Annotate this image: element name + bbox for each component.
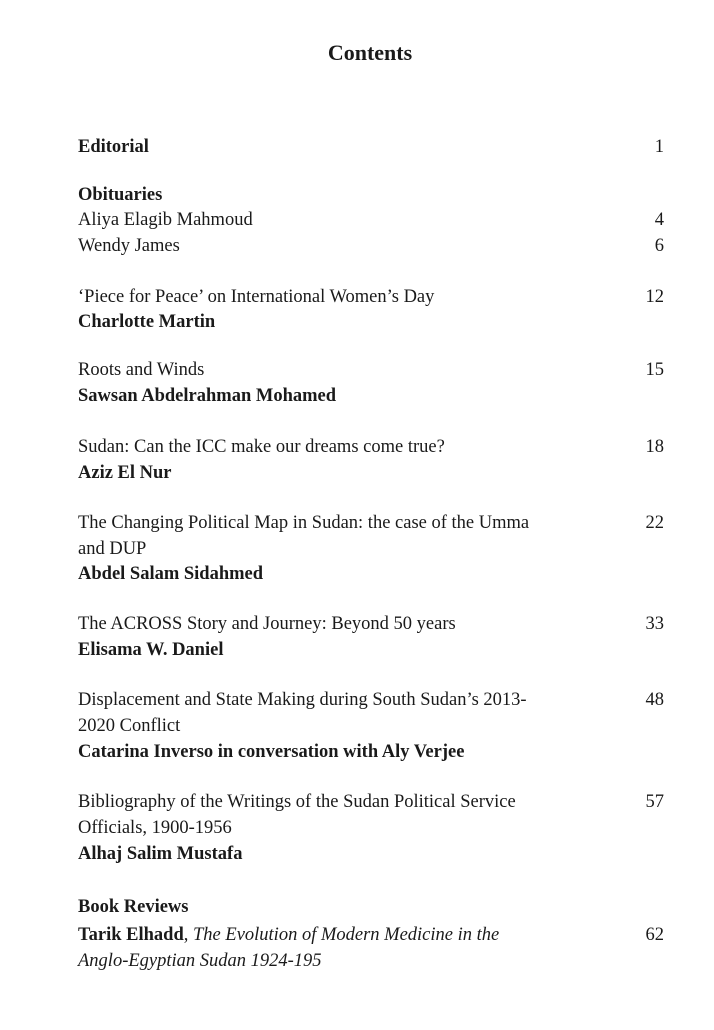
book-review-entry xyxy=(78,923,499,947)
book-reviews-label: Book Reviews xyxy=(78,897,189,917)
article-page: 33 xyxy=(645,614,664,634)
obituary-name: Wendy James xyxy=(78,236,180,256)
obituary-page: 4 xyxy=(654,210,664,230)
obituary-page: 6 xyxy=(654,236,664,256)
article-title: Roots and Winds xyxy=(78,360,205,380)
book-review-page: 62 xyxy=(645,925,664,945)
article-title: Bibliography of the Writings of the Sudan Political Service xyxy=(78,792,516,812)
article-title: Sudan: Can the ICC make our dreams come true? xyxy=(78,437,445,457)
page-title: Contents xyxy=(327,40,413,65)
article-title: The Changing Political Map in Sudan: the case of the Umma xyxy=(78,513,530,533)
article-page: 12 xyxy=(645,287,664,307)
article-title: The ACROSS Story and Journey: Beyond 50 years xyxy=(78,614,456,634)
book-title: The Evolution of Modern Medicine in the xyxy=(193,925,500,945)
article-title: Displacement and State Making during South Sudan’s 2013- xyxy=(78,690,527,710)
article-author: Aziz El Nur xyxy=(78,463,172,483)
editorial-page: 1 xyxy=(654,137,664,157)
article-author: Abdel Salam Sidahmed xyxy=(78,564,264,584)
book-reviewer: Tarik Elhadd xyxy=(78,925,184,945)
book-review-separator: , xyxy=(183,925,194,945)
article-author: Charlotte Martin xyxy=(78,312,216,332)
article-page: 18 xyxy=(645,437,664,457)
article-author: Catarina Inverso in conversation with Aly Verjee xyxy=(78,742,465,762)
book-title-continued: Anglo-Egyptian Sudan 1924-195 xyxy=(78,951,322,971)
article-author: Sawsan Abdelrahman Mohamed xyxy=(78,386,337,406)
article-page: 22 xyxy=(645,513,664,533)
article-title: ‘Piece for Peace’ on International Women’s Day xyxy=(78,287,435,307)
obituary-name: Aliya Elagib Mahmoud xyxy=(78,210,253,230)
article-page: 48 xyxy=(645,690,664,710)
article-author: Elisama W. Daniel xyxy=(78,640,224,660)
article-title-continued: Officials, 1900-1956 xyxy=(78,818,232,838)
article-title-continued: 2020 Conflict xyxy=(78,716,181,736)
article-page: 15 xyxy=(645,360,664,380)
editorial-label: Editorial xyxy=(78,137,149,157)
article-page: 57 xyxy=(645,792,664,812)
obituaries-label: Obituaries xyxy=(78,185,163,205)
article-title-continued: and DUP xyxy=(78,539,147,559)
article-author: Alhaj Salim Mustafa xyxy=(78,844,243,864)
